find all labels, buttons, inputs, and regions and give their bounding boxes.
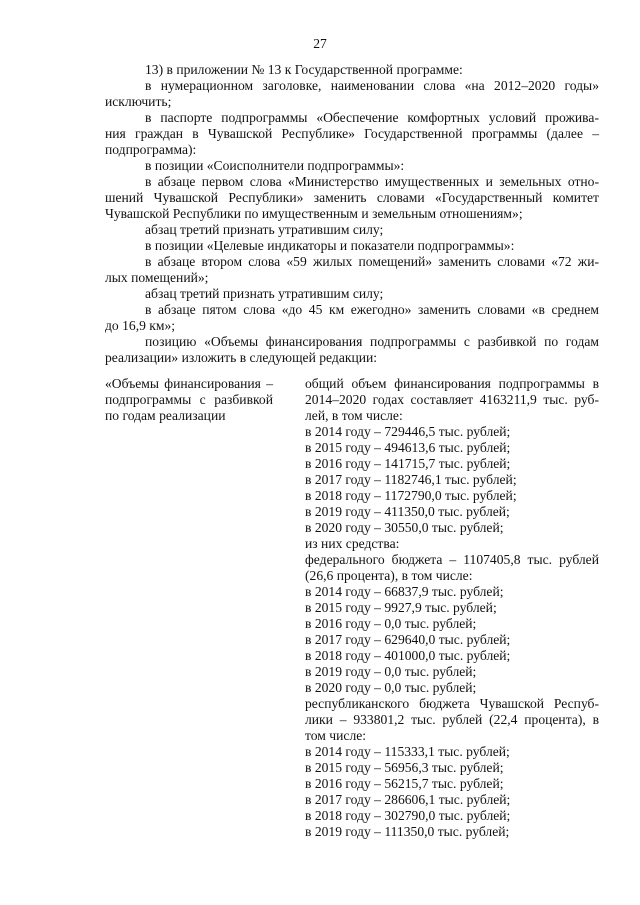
text-line: в паспорте подпрограммы «Обеспечение комфортных условий прожива- <box>145 110 599 125</box>
value-line: федерального бюджета – 1107405,8 тыс. рублей <box>305 552 599 567</box>
text-line: лых помещений»; <box>105 270 209 285</box>
text-line: ния граждан в Чувашской Республике» Государственной программы (далее – <box>105 126 599 141</box>
financing-position-label <box>105 376 273 424</box>
value-line: 2014–2020 годах составляет 4163211,9 тыс. руб- <box>305 392 599 407</box>
text-line: Чувашской Республики по имущественным и земельным отношениям»; <box>105 206 523 221</box>
value-line: лей, в том числе: <box>305 408 403 423</box>
value-line: в 2014 году – 115333,1 тыс. рублей; <box>305 744 510 759</box>
label-line: по годам реализации <box>105 408 226 423</box>
value-line: республиканского бюджета Чувашской Респуб- <box>305 696 599 711</box>
text-line: до 16,9 км»; <box>105 318 176 333</box>
text-line: подпрограмма): <box>105 142 197 157</box>
text-line: в позиции «Соисполнители подпрограммы»: <box>145 158 405 173</box>
value-line: из них средства: <box>305 536 400 551</box>
value-line: в 2019 году – 0,0 тыс. рублей; <box>305 664 477 679</box>
value-line: в 2014 году – 66837,9 тыс. рублей; <box>305 584 504 599</box>
value-line: в 2017 году – 1182746,1 тыс. рублей; <box>305 472 517 487</box>
value-line: в 2019 году – 411350,0 тыс. рублей; <box>305 504 510 519</box>
value-line: в 2020 году – 30550,0 тыс. рублей; <box>305 520 504 535</box>
value-line: в 2016 году – 141715,7 тыс. рублей; <box>305 456 511 471</box>
amendment-text <box>105 62 599 366</box>
financing-position-value <box>305 376 599 840</box>
value-line: в 2016 году – 0,0 тыс. рублей; <box>305 616 477 631</box>
value-line: в 2016 году – 56215,7 тыс. рублей; <box>305 776 504 791</box>
text-line: в позиции «Целевые индикаторы и показатели подпрограммы»: <box>145 238 515 253</box>
label-line: «Объемы финансирования – <box>105 376 273 391</box>
value-line: (26,6 процента), в том числе: <box>305 568 473 583</box>
text-line: в нумерационном заголовке, наименовании слова «на 2012–2020 годы» <box>145 78 599 93</box>
value-line: лики – 933801,2 тыс. рублей (22,4 процента), в <box>305 712 599 727</box>
value-line: в 2020 году – 0,0 тыс. рублей; <box>305 680 477 695</box>
text-line: абзац третий признать утратившим силу; <box>145 286 384 301</box>
value-line: в 2017 году – 629640,0 тыс. рублей; <box>305 632 511 647</box>
text-line: исключить; <box>105 94 172 109</box>
value-line: в 2018 году – 302790,0 тыс. рублей; <box>305 808 511 823</box>
value-line: в 2014 году – 729446,5 тыс. рублей; <box>305 424 511 439</box>
text-line: позицию «Объемы финансирования подпрограммы с разбивкой по годам <box>145 334 599 349</box>
text-line: в абзаце втором слова «59 жилых помещений» заменить словами «72 жи- <box>145 254 599 269</box>
page-number: 27 <box>313 36 327 51</box>
value-line: в 2015 году – 9927,9 тыс. рублей; <box>305 600 497 615</box>
value-line: в 2018 году – 401000,0 тыс. рублей; <box>305 648 511 663</box>
value-line: в 2019 году – 111350,0 тыс. рублей; <box>305 824 510 839</box>
value-line: в 2015 году – 56956,3 тыс. рублей; <box>305 760 504 775</box>
text-line: 13) в приложении № 13 к Государственной программе: <box>145 62 463 77</box>
text-line: в абзаце пятом слова «до 45 км ежегодно» заменить словами «в среднем <box>145 302 599 317</box>
value-line: в 2018 году – 1172790,0 тыс. рублей; <box>305 488 517 503</box>
text-line: шений Чувашской Республики» заменить словами «Государственный комитет <box>105 190 599 205</box>
text-line: в абзаце первом слова «Министерство имущественных и земельных отно- <box>145 174 599 189</box>
label-line: подпрограммы с разбивкой <box>105 392 273 407</box>
text-line: реализации» изложить в следующей редакции: <box>105 350 378 365</box>
value-line: в 2015 году – 494613,6 тыс. рублей; <box>305 440 511 455</box>
value-line: том числе: <box>305 728 367 743</box>
value-line: в 2017 году – 286606,1 тыс. рублей; <box>305 792 511 807</box>
text-line: абзац третий признать утратившим силу; <box>145 222 384 237</box>
value-line: общий объем финансирования подпрограммы в <box>305 376 599 391</box>
